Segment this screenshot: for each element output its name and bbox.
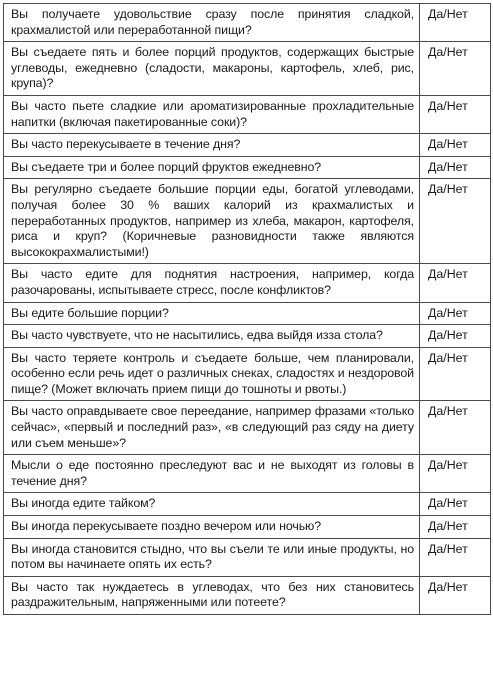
answer-option: Да/Нет <box>420 538 491 576</box>
questionnaire-row <box>4 156 491 179</box>
answer-option: Да/Нет <box>420 179 491 264</box>
question-text: Вы съедаете три и более порций фруктов ежедневно? <box>4 156 420 179</box>
questionnaire-row <box>4 401 491 455</box>
question-text: Вы часто теряете контроль и съедаете больше, чем планировали, особенно если речь идет о различных снеках, сладостях и нездоровой пище? (Может включать прием пищи до тошноты и рвоты.) <box>4 347 420 401</box>
questionnaire-row <box>4 42 491 96</box>
question-text: Мысли о еде постоянно преследуют вас и не выходят из головы в течение дня? <box>4 455 420 493</box>
question-text: Вы часто оправдываете свое переедание, например фразами «только сейчас», «первый и последний раз», «в следующий раз сяду на диету или съем меньше»? <box>4 401 420 455</box>
answer-option: Да/Нет <box>420 493 491 516</box>
questionnaire-row <box>4 455 491 493</box>
answer-option: Да/Нет <box>420 156 491 179</box>
questionnaire-row <box>4 325 491 348</box>
answer-option: Да/Нет <box>420 455 491 493</box>
question-text: Вы часто едите для поднятия настроения, например, когда разочарованы, испытываете стресс, после конфликтов? <box>4 264 420 302</box>
questionnaire-row <box>4 516 491 539</box>
questionnaire-row <box>4 4 491 42</box>
answer-option: Да/Нет <box>420 264 491 302</box>
answer-option: Да/Нет <box>420 516 491 539</box>
answer-option: Да/Нет <box>420 325 491 348</box>
question-text: Вы иногда перекусываете поздно вечером или ночью? <box>4 516 420 539</box>
questionnaire-row <box>4 493 491 516</box>
question-text: Вы иногда становится стыдно, что вы съели те или иные продукты, но потом вы начинаете опять их есть? <box>4 538 420 576</box>
answer-option: Да/Нет <box>420 576 491 614</box>
questionnaire-row <box>4 134 491 157</box>
question-text: Вы регулярно съедаете большие порции еды, богатой углеводами, получая более 30 % ваших калорий из крахмалистых и переработанных продуктов, например из хлеба, макарон, картофеля, риса и круп? (Коричневые разновидности также являются высококрахмалистыми!) <box>4 179 420 264</box>
answer-option: Да/Нет <box>420 302 491 325</box>
questionnaire-row <box>4 95 491 133</box>
question-text: Вы часто чувствуете, что не насытились, едва выйдя изза стола? <box>4 325 420 348</box>
question-text: Вы часто пьете сладкие или ароматизированные прохладительные напитки (включая пакетированные соки)? <box>4 95 420 133</box>
questionnaire-row <box>4 347 491 401</box>
question-text: Вы едите большие порции? <box>4 302 420 325</box>
questionnaire-row <box>4 179 491 264</box>
answer-option: Да/Нет <box>420 134 491 157</box>
answer-option: Да/Нет <box>420 4 491 42</box>
question-text: Вы съедаете пять и более порций продуктов, содержащих быстрые углеводы, ежедневно (сладости, макароны, картофель, хлеб, рис, крупа)? <box>4 42 420 96</box>
question-text: Вы получаете удовольствие сразу после принятия сладкой, крахмалистой или переработанной пищи? <box>4 4 420 42</box>
questionnaire-row <box>4 302 491 325</box>
answer-option: Да/Нет <box>420 347 491 401</box>
questionnaire-row <box>4 538 491 576</box>
answer-option: Да/Нет <box>420 95 491 133</box>
question-text: Вы часто перекусываете в течение дня? <box>4 134 420 157</box>
question-text: Вы часто так нуждаетесь в углеводах, что без них становитесь раздражительным, напряженными или потеете? <box>4 576 420 614</box>
question-text: Вы иногда едите тайком? <box>4 493 420 516</box>
carb-addiction-questionnaire-table <box>3 3 491 615</box>
answer-option: Да/Нет <box>420 401 491 455</box>
questionnaire-row <box>4 264 491 302</box>
questionnaire-row <box>4 576 491 614</box>
answer-option: Да/Нет <box>420 42 491 96</box>
